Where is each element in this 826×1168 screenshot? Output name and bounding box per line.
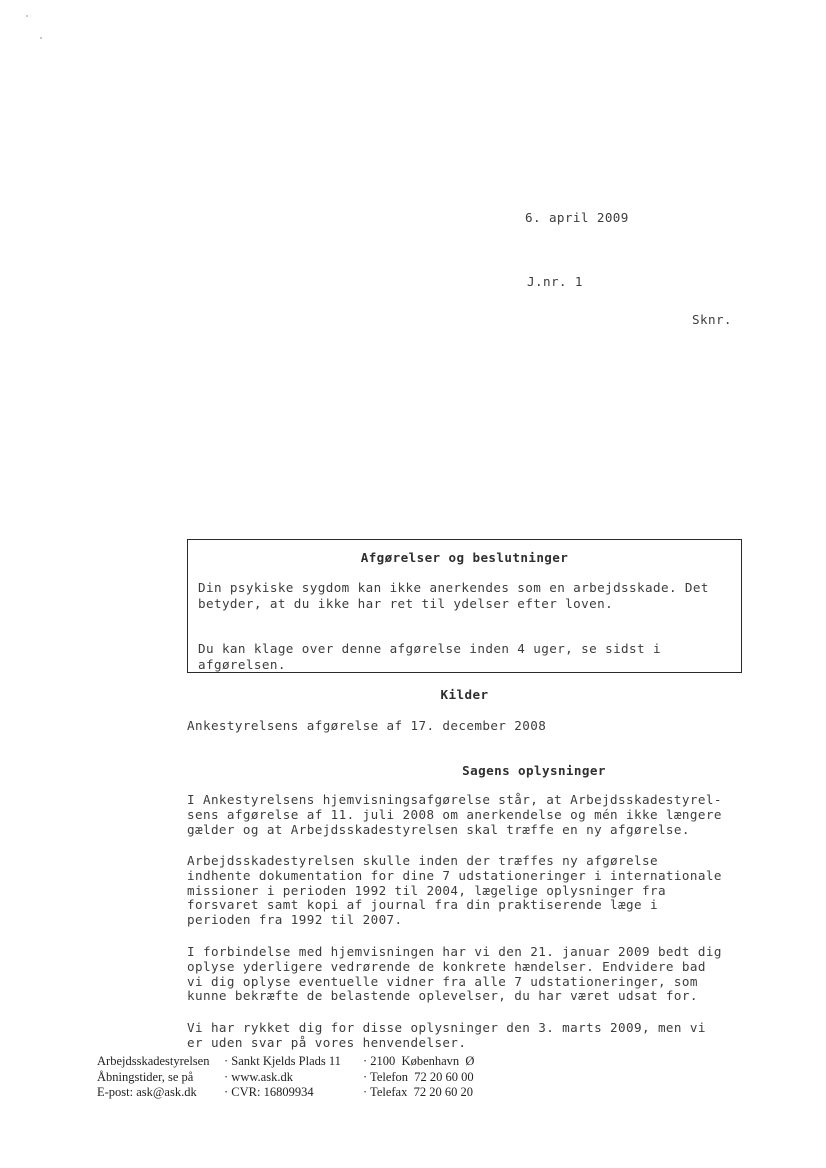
footer-row — [97, 1054, 503, 1070]
footer-address: · Sankt Kjelds Plads 11 — [224, 1054, 341, 1068]
footer-fax: · Telefax 72 20 60 20 — [363, 1085, 473, 1099]
footer-cvr: · CVR: 16809934 — [224, 1085, 314, 1099]
footer-email-link[interactable]: E-post: ask@ask.dk — [97, 1085, 197, 1099]
sknr-label: Sknr. — [692, 312, 732, 327]
scan-speck — [26, 15, 28, 17]
footer-row — [97, 1070, 503, 1086]
case-paragraph: Arbejdsskadestyrelsen skulle inden der træffes ny afgørelse indhente dokumentation for dine 7 udstationeringer i internationale missioner i perioden 1992 til 2004, lægelige oplysninger fra forsvaret samt kopi af journal fra din praktiserende læge i perioden fra 1992 til 2007. — [187, 853, 722, 928]
journal-number: J.nr. 1 — [527, 274, 583, 289]
letter-footer — [97, 1054, 503, 1101]
footer-row — [97, 1085, 503, 1101]
sources-heading: Kilder — [440, 687, 489, 702]
footer-opening-hours: Åbningstider, se på — [97, 1069, 194, 1084]
case-paragraph: I Ankestyrelsens hjemvisningsafgørelse står, at Arbejdsskadestyrel- sens afgørelse af 11. juli 2008 om anerkendelse og mén ikke længere gælder og at Arbejdsskadestyrelsen skal træffe en ny afgørelse. — [187, 792, 722, 837]
footer-website-link[interactable]: · www.ask.dk — [224, 1069, 293, 1084]
decision-box-title: Afgørelser og beslutninger — [360, 550, 569, 565]
case-heading: Sagens oplysninger — [462, 763, 606, 778]
decision-text: Din psykiske sygdom kan ikke anerkendes som en arbejdsskade. Det betyder, at du ikke har ret til ydelser efter loven. — [198, 580, 709, 611]
sources-text: Ankestyrelsens afgørelse af 17. december 2008 — [187, 718, 547, 733]
appeal-notice: Du kan klage over denne afgørelse inden 4 uger, se sidst i afgørelsen. — [198, 641, 661, 672]
scan-speck — [40, 37, 42, 39]
footer-city: · 2100 København Ø — [363, 1054, 475, 1068]
case-paragraph: I forbindelse med hjemvisningen har vi den 21. januar 2009 bedt dig oplyse yderligere vedrørende de konkrete hændelser. Endvidere bad vi dig oplyse eventuelle vidner fra alle 7 udstationeringer, som kunne bekræfte de belastende oplevelser, du har været udsat for. — [187, 944, 722, 1004]
decision-box — [187, 539, 742, 673]
footer-phone: · Telefon 72 20 60 00 — [363, 1069, 474, 1084]
letter-date: 6. april 2009 — [525, 210, 629, 225]
footer-org-name: Arbejdsskadestyrelsen — [97, 1054, 210, 1068]
case-paragraph: Vi har rykket dig for disse oplysninger den 3. marts 2009, men vi er uden svar på vores henvendelser. — [187, 1020, 706, 1050]
